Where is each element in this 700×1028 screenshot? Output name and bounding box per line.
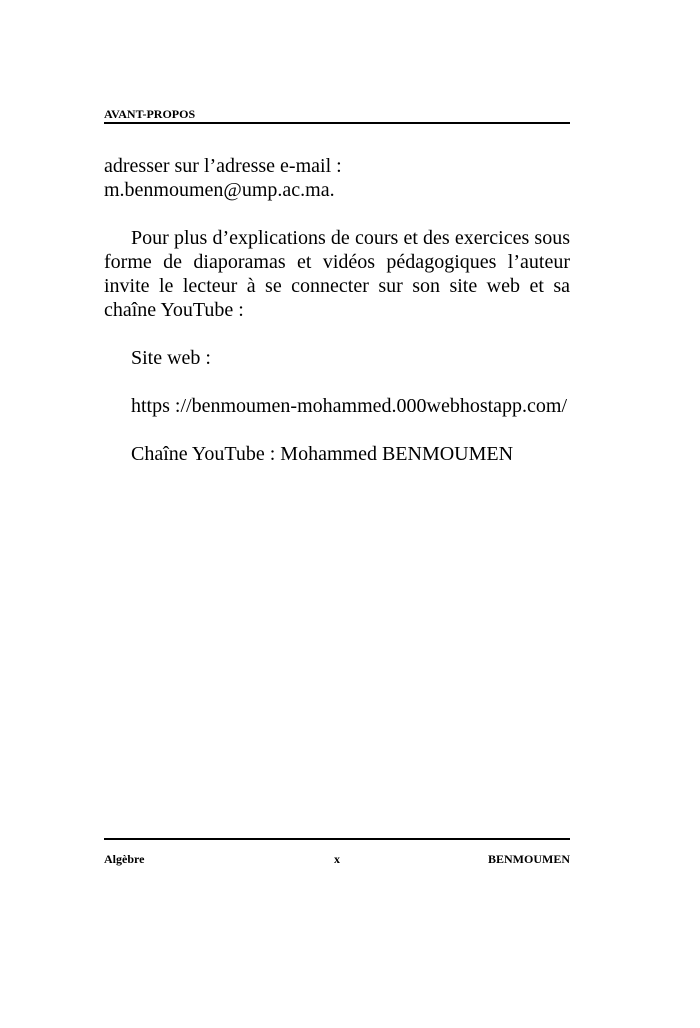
footer-rule: [104, 838, 570, 840]
footer-page-number: x: [334, 852, 340, 866]
paragraph-invitation: Pour plus d’explications de cours et des exercices sous forme de diaporamas et vidéos pédagogiques l’auteur invite le lecteur à se connecter sur son site web et sa chaîne YouTube :: [104, 227, 570, 321]
paragraph-website-label: Site web :: [131, 347, 211, 369]
body-text: [104, 154, 570, 490]
footer-book-title: Algèbre: [104, 852, 145, 866]
paragraph-youtube-channel: Chaîne YouTube : Mohammed BENMOUMEN: [131, 443, 514, 465]
page-footer: [104, 852, 570, 868]
header-rule: [104, 122, 570, 124]
footer-author: BENMOUMEN: [488, 852, 570, 866]
paragraph-website-url: https ://benmoumen-mohammed.000webhostapp.com/: [131, 395, 568, 417]
paragraph-email: adresser sur l’adresse e-mail : m.benmoumen@ump.ac.ma.: [104, 155, 342, 201]
running-header-title: AVANT-PROPOS: [104, 107, 196, 121]
